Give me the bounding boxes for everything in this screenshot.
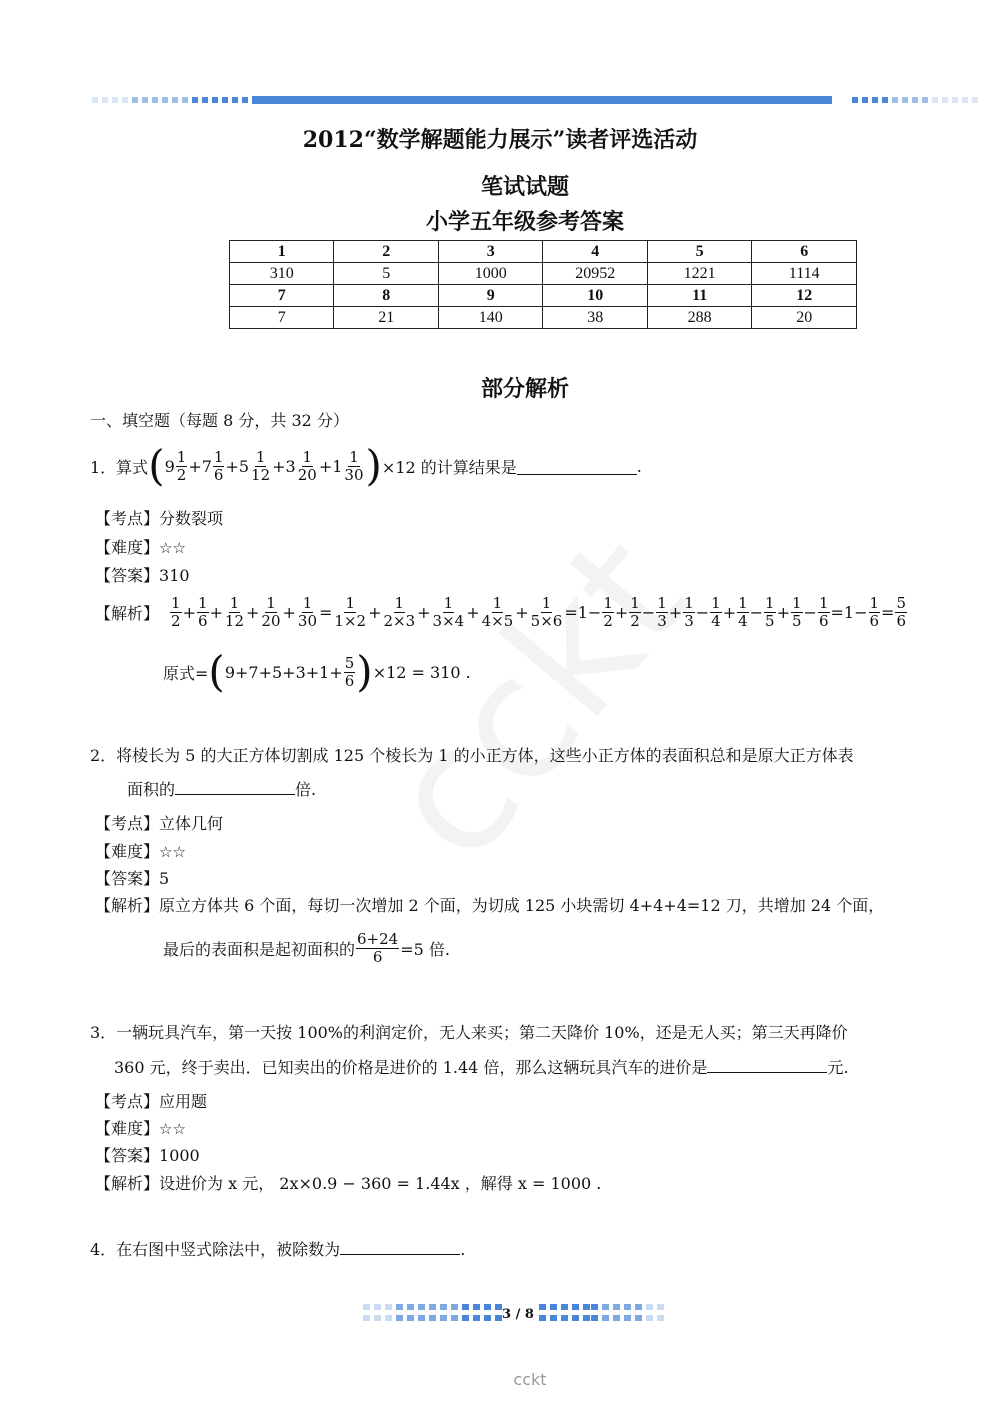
label-jiexi: 【解析】 (95, 896, 160, 915)
answer-cell: 9 (438, 285, 542, 307)
q3-daan: 1000 (159, 1146, 200, 1165)
question-2-line1: 2．将棱长为 5 的大正方体切割成 125 个棱长为 1 的小正方体，这些小正方体的表面积总和是原大正方体表 (90, 746, 854, 765)
answer-cell: 5 (334, 263, 438, 285)
document-subtitle-grade: 小学五年级参考答案 (425, 209, 624, 235)
difficulty-stars: ☆☆ (159, 539, 186, 557)
q1-daan-row (95, 563, 190, 586)
q1-whole: +7 (188, 456, 212, 476)
q1-whole: +1 (318, 456, 343, 476)
answer-cell: 20952 (543, 263, 647, 285)
equals: = (881, 602, 895, 622)
fraction: $\frac{1}{4\times 5}$ (481, 593, 514, 630)
label-kaodian: 【考点】 (95, 509, 160, 528)
fraction: $\frac{1}{6}$ (869, 593, 880, 630)
label-nandu: 【难度】 (95, 1119, 160, 1138)
fraction: $\frac{1}{3}$ (684, 593, 694, 630)
answer-cell: 140 (438, 307, 542, 329)
label-kaodian: 【考点】 (95, 1092, 160, 1111)
q1-whole: 9 (164, 456, 175, 476)
q3-text-end: 元. (827, 1058, 849, 1077)
label-jiexi: 【解析】 (95, 603, 160, 623)
fraction: $\frac{1}{2\times 3}$ (383, 593, 416, 630)
answer-blank (517, 458, 637, 475)
fraction: $\frac{1}{30}$ (297, 593, 318, 630)
answer-table (229, 240, 857, 329)
q2-daan: 5 (159, 869, 170, 888)
answer-header-row (230, 285, 857, 307)
q2-text-end: 倍. (295, 780, 317, 799)
fraction: $\frac{5}{6}$ (344, 653, 355, 690)
difficulty-stars: ☆☆ (159, 1120, 186, 1138)
q4-text: 4．在右图中竖式除法中，被除数为 (90, 1240, 341, 1259)
answer-cell: 3 (438, 241, 542, 263)
answer-blank (340, 1238, 460, 1255)
q3-jiexi: 设进价为 x 元， 2x×0.9 − 360 = 1.44x ，解得 x = 1000 . (159, 1174, 602, 1193)
q2-text: 面积的 (127, 780, 176, 799)
q1-nandu-row (95, 535, 186, 558)
answer-cell: 7 (230, 307, 334, 329)
fraction: $\frac{1}{20}$ (261, 593, 281, 630)
answer-header-row (230, 241, 857, 263)
answer-cell: 38 (543, 307, 647, 329)
q3-daan-row (95, 1143, 200, 1166)
fraction: $\frac{1}{6}$ (197, 593, 208, 630)
answer-cell: 8 (334, 285, 438, 307)
label-kaodian: 【考点】 (95, 814, 160, 833)
q2-jiexi-row (95, 893, 884, 916)
right-paren: ) (356, 647, 373, 696)
equals-one: =1 (564, 602, 588, 622)
q1-end: . (636, 456, 642, 476)
equals: = (319, 602, 333, 622)
q2-daan-row (95, 866, 169, 889)
fraction: $\frac{1}{20}$ (297, 447, 317, 484)
watermark (347, 501, 725, 898)
label-nandu: 【难度】 (95, 842, 160, 861)
fraction: $\frac{1}{2}$ (630, 593, 640, 630)
answer-cell: 2 (334, 241, 438, 263)
q2-kaodian: 立体几何 (159, 814, 224, 833)
left-paren: ( (148, 441, 165, 490)
fraction: $\frac{1}{6}$ (213, 447, 224, 484)
answer-cell: 1000 (438, 263, 542, 285)
fraction: $\frac{1}{3}$ (657, 593, 667, 630)
q1-kaodian-row (95, 506, 223, 529)
question-3-line1: 3．一辆玩具汽车，第一天按 100%的利润定价，无人来买；第二天降价 10%，还是无人买；第三天再降价 (90, 1023, 848, 1042)
page-number: 3 / 8 (502, 1307, 534, 1322)
q2-nandu-row (95, 839, 186, 862)
answer-cell: 1221 (647, 263, 751, 285)
fraction: $\frac{6+24}{6}$ (357, 929, 399, 966)
label-jiexi: 【解析】 (95, 1174, 160, 1193)
right-paren: ) (365, 441, 382, 490)
fraction: $\frac{1}{3\times 4}$ (432, 593, 465, 630)
q1-kaodian: 分数裂项 (159, 509, 224, 528)
document-subtitle: 笔试试题 (480, 174, 569, 200)
label-daan: 【答案】 (95, 869, 160, 888)
answer-value-row (230, 263, 857, 285)
section-title: 部分解析 (480, 376, 569, 402)
answer-cell: 10 (543, 285, 647, 307)
q3-kaodian-row (95, 1089, 207, 1112)
fraction: $\frac{1}{4}$ (738, 593, 748, 630)
fraction: $\frac{1}{5}$ (792, 593, 802, 630)
fraction: $\frac{1}{4}$ (711, 593, 721, 630)
orig-inner: 9+7+5+3+1+ (224, 662, 343, 682)
answer-cell: 6 (752, 241, 857, 263)
q3-jiexi-row (95, 1171, 601, 1194)
answer-cell: 310 (230, 263, 334, 285)
q1-daan: 310 (159, 566, 190, 585)
fraction: $\frac{1}{5\times 6}$ (530, 593, 563, 630)
answer-blank (707, 1056, 827, 1073)
answer-value-row (230, 307, 857, 329)
q2-jiexi-end: =5 倍. (400, 939, 450, 959)
fraction: $\frac{5}{6}$ (896, 593, 906, 630)
answer-cell: 20 (752, 307, 857, 329)
q1-whole: +3 (272, 456, 296, 476)
difficulty-stars: ☆☆ (159, 843, 186, 861)
fraction: $\frac{1}{1\times 2}$ (334, 593, 367, 630)
orig-prefix: 原式= (163, 663, 209, 683)
q3-text: 360 元，终于卖出．已知卖出的价格是进价的 1.44 倍，那么这辆玩具汽车的进价是 (114, 1058, 708, 1077)
answer-cell: 288 (647, 307, 751, 329)
q2-jiexi-text: 最后的表面积是起初面积的 (163, 939, 356, 959)
answer-cell: 11 (647, 285, 751, 307)
q1-whole: +5 (225, 456, 250, 476)
answer-cell: 1114 (752, 263, 857, 285)
q1-times: ×12 的计算结果是 (381, 457, 517, 477)
q2-jiexi: 原立方体共 6 个面，每切一次增加 2 个面，为切成 125 小块需切 4+4+4=12 刀，共增加 24 个面， (159, 896, 885, 915)
answer-cell: 5 (647, 241, 751, 263)
q4-text-end: . (460, 1240, 466, 1259)
orig-suffix: ×12 = 310 . (372, 662, 471, 682)
q1-prefix: 1．算式 (90, 457, 149, 477)
fraction: $\frac{1}{12}$ (251, 447, 271, 484)
q1-solution: 【解析】 $\frac{1}{2}$ + $\frac{1}{6}$ + $\frac{1}{12}$ + $\frac{1}{20}$ + $\frac{1}{30}$ = $\frac{1}{1\times 2}$ + $\frac{1}{2\times 3}$ + $\frac{1}{3\times 4}$ + $\frac{1}{4\times 5}$ + $\frac{1}{5\times 6}$ =1 − $\frac{1}{2}$ + $\frac{1}{2}$ − $\frac{1}{3}$ + $\frac{1}{3}$ − $\frac{1}{4}$ + $\frac{1}{4}$ − $\frac{1}{5}$ + $\frac{1}{5}$ − $\frac{1}{6}$ =1 − $\frac{1}{6}$ = $\frac{5}{6}$ (95, 593, 906, 630)
answer-cell: 1 (230, 241, 334, 263)
question-3-line2 (114, 1055, 849, 1078)
q3-nandu-row (95, 1116, 186, 1139)
q2-jiexi-line2 (163, 926, 450, 970)
question-2-line2 (127, 777, 316, 800)
label-daan: 【答案】 (95, 566, 160, 585)
fraction: $\frac{1}{2}$ (176, 447, 187, 484)
left-paren: ( (208, 647, 225, 696)
fraction: $\frac{1}{30}$ (344, 447, 364, 484)
answer-cell: 21 (334, 307, 438, 329)
q3-kaodian: 应用题 (159, 1092, 208, 1111)
answer-cell: 4 (543, 241, 647, 263)
answer-blank (175, 778, 295, 795)
question-1 (90, 441, 642, 490)
fraction: $\frac{1}{6}$ (818, 593, 829, 630)
fraction: $\frac{1}{5}$ (765, 593, 775, 630)
equals-one: =1 (830, 602, 855, 622)
fraction: $\frac{1}{2}$ (171, 593, 181, 630)
question-4 (90, 1237, 465, 1260)
document-title: 2012“数学解题能力展示”读者评选活动 (302, 127, 698, 153)
q2-kaodian-row (95, 811, 223, 834)
fraction: $\frac{1}{12}$ (224, 593, 245, 630)
fraction: $\frac{1}{2}$ (603, 593, 613, 630)
bottom-watermark: cckt (513, 1370, 547, 1389)
label-nandu: 【难度】 (95, 538, 160, 557)
part-heading: 一、填空题（每题 8 分，共 32 分） (90, 411, 349, 430)
header-band (92, 96, 982, 104)
answer-cell: 12 (752, 285, 857, 307)
answer-cell: 7 (230, 285, 334, 307)
label-daan: 【答案】 (95, 1146, 160, 1165)
